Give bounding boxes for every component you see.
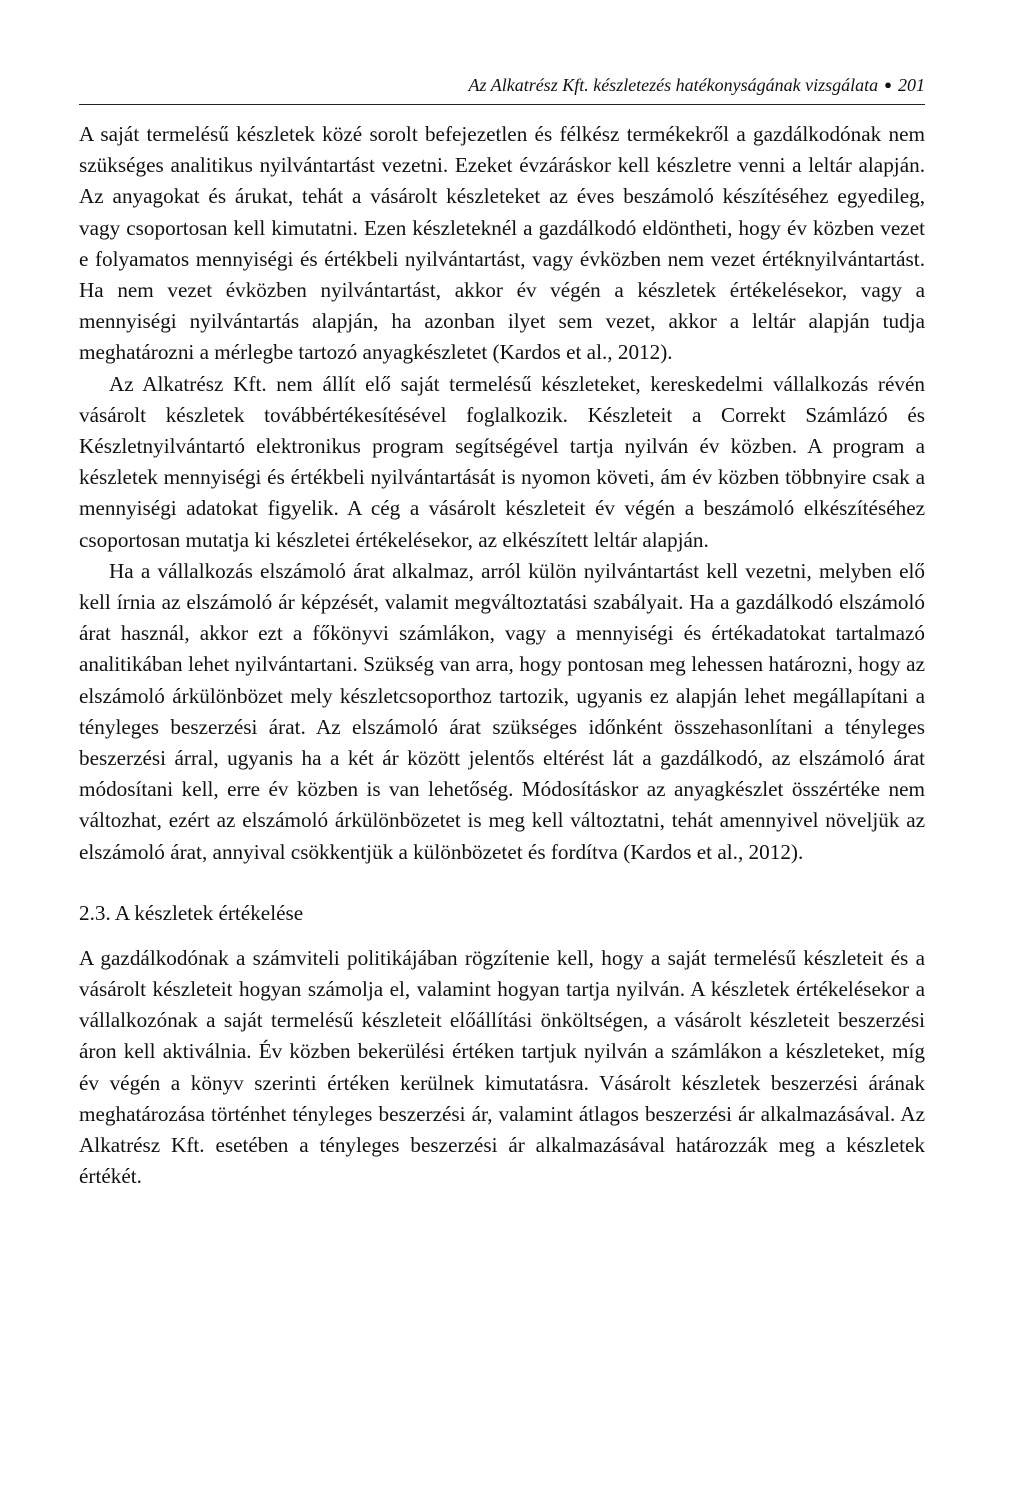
- section-heading: 2.3. A készletek értékelése: [79, 900, 304, 925]
- running-header: [79, 70, 925, 105]
- page-number: 201: [898, 75, 925, 95]
- running-title: Az Alkatrész Kft. készletezés hatékonyságának vizsgálata: [468, 75, 879, 95]
- body-text: [79, 119, 925, 1193]
- section-paragraph: A gazdálkodónak a számviteli politikájában rögzítenie kell, hogy a saját termelésű készleteit és a vásárolt készleteit hogyan számolja el, valamint hogyan tartja nyilván. A készletek értékelésekor a vállalkozónak a saját termelésű készleteit előállítási önköltségen, a vásárolt készleteit beszerzési áron kell aktiválnia. Év közben bekerülési értéken tartjuk nyilván a számlákon a készleteket, míg év végén a könyv szerinti értéken kerülnek kimutatásra. Vásárolt készletek beszerzési árának meghatározása történhet tényleges beszerzési ár, valamint átlagos beszerzési ár alkalmazásával. Az Alkatrész Kft. esetében a tényleges beszerzési ár alkalmazásával határozzák meg a készletek értékét.: [79, 945, 925, 1189]
- paragraph-3: Ha a vállalkozás elszámoló árat alkalmaz, arról külön nyilvántartást kell vezetni, melyben elő kell írnia az elszámoló ár képzését, valamit megváltoztatási szabályait. Ha a gazdálkodó elszámoló árat használ, akkor ezt a főkönyvi számlákon, vagy a mennyiségi és értékadatokat tartalmazó analitikában lehet nyilvántartani. Szükség van arra, hogy pontosan meg lehessen határozni, hogy az elszámoló árkülönbözet mely készletcsoporthoz tartozik, ugyanis ez alapján lehet megállapítani a tényleges beszerzési árat. Az elszámoló árat szükséges időnként összehasonlítani a tényleges beszerzési árral, ugyanis ha a két ár között jelentős eltérést lát a gazdálkodó, az elszámoló árat módosítani kell, erre év közben is van lehetőség. Módosításkor az anyagkészlet összértéke nem változhat, ezért az elszámoló árkülönbözetet is meg kell változtatni, tehát amennyivel növeljük az elszámoló árat, annyival csökkentjük a különbözetet és fordítva (Kardos et al., 2012).: [79, 558, 925, 864]
- paragraph-1: A saját termelésű készletek közé sorolt befejezetlen és félkész termékekről a gazdálkodónak nem szükséges analitikus nyilvántartást vezetni. Ezeket évzáráskor kell készletre venni a leltár alapján. Az anyagokat és árukat, tehát a vásárolt készleteket az éves beszámoló készítéséhez egyedileg, vagy csoportosan kell kimutatni. Ezen készleteknél a gazdálkodó eldöntheti, hogy év közben vezet e folyamatos mennyiségi és értékbeli nyilvántartást, vagy évközben nem vezet értéknyilvántartást. Ha nem vezet évközben nyilvántartást, akkor év végén a készletek értékelésekor, vagy a mennyiségi nyilvántartás alapján, ha azonban ilyet sem vezet, akkor a leltár alapján tudja meghatározni a mérlegbe tartozó anyagkészletet (Kardos et al., 2012).: [79, 122, 925, 365]
- document-page: [79, 70, 925, 1193]
- paragraph-2: Az Alkatrész Kft. nem állít elő saját termelésű készleteket, kereskedelmi vállalkozás révén vásárolt készletek továbbértékesítésével foglalkozik. Készleteit a Correkt Számlázó és Készletnyilvántartó elektronikus program segítségével tartja nyilván év közben. A program a készletek mennyiségi és értékbeli nyilvántartását is nyomon követi, ám év közben többnyire csak a mennyiségi adatokat figyelik. A cég a vásárolt készleteit év végén a beszámoló elkészítéséhez csoportosan mutatja ki készletei értékelésekor, az elkészített leltár alapján.: [79, 371, 925, 552]
- bullet-icon: ●: [884, 77, 892, 92]
